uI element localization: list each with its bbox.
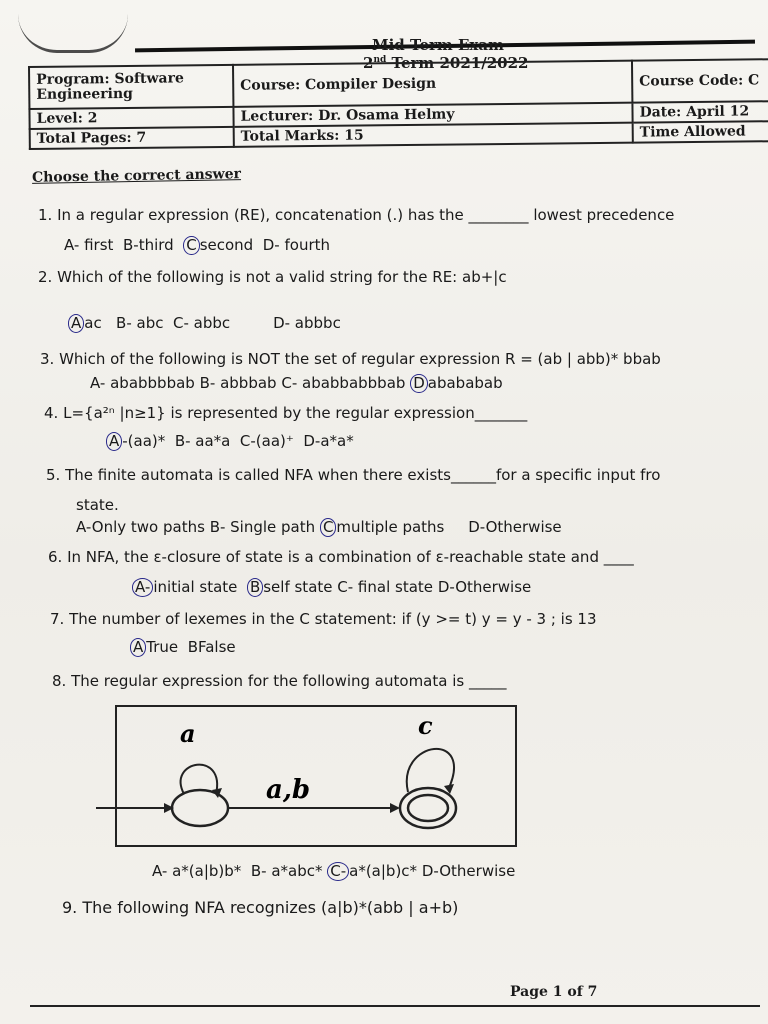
answer-circle: A xyxy=(130,638,146,657)
question-7-options: A True BFalse xyxy=(130,638,236,657)
exam-term: 2nd Term 2021/2022 xyxy=(363,54,529,72)
instructions: Choose the correct answer xyxy=(31,166,242,186)
date-cell: Date: April 12 xyxy=(632,101,768,123)
course-code-cell: Course Code: C xyxy=(632,59,768,103)
question-2: 2. Which of the following is not a valid string for the RE: ab+|c xyxy=(38,268,507,286)
question-5-options: A-Only two paths B- Single path C multiple paths D-Otherwise xyxy=(76,518,562,536)
question-8-options: A- a*(a|b)b* B- a*abc* C- a*(a|b)c* D-Otherwise xyxy=(152,862,516,880)
total-pages-cell: Total Pages: 7 xyxy=(30,127,234,149)
answer-circle: C xyxy=(320,518,336,537)
footer-rule xyxy=(30,1005,760,1007)
question-1: 1. In a regular expression (RE), concatenation (.) has the ________ lowest precedence xyxy=(38,206,675,224)
total-marks-cell: Total Marks: 15 xyxy=(234,123,633,147)
time-allowed-cell: Time Allowed xyxy=(633,121,768,143)
transition-label: a,b xyxy=(266,775,311,805)
question-4: 4. L={a²ⁿ |n≥1} is represented by the regular expression_______ xyxy=(44,404,528,422)
exam-title: Mid Term Exam xyxy=(372,36,504,54)
answer-circle: C xyxy=(183,236,199,255)
answer-circle: A- xyxy=(132,578,153,597)
question-4-options: A -(aa)* B- aa*a C-(aa)⁺ D-a*a* xyxy=(106,432,354,451)
answer-circle: D xyxy=(410,374,428,393)
program-cell: Program: Software Engineering xyxy=(29,65,233,109)
lecturer-cell: Lecturer: Dr. Osama Helmy xyxy=(233,103,632,127)
question-2-options: A ac B- abc C- abbc D- abbbc xyxy=(68,314,341,333)
state-q1-inner xyxy=(408,795,448,821)
question-8: 8. The regular expression for the following automata is _____ xyxy=(52,672,507,690)
diagram-frame xyxy=(116,706,516,846)
loop-q1-label: c xyxy=(418,711,433,740)
automata-diagram xyxy=(96,700,536,850)
answer-circle: C- xyxy=(327,862,349,881)
question-6: 6. In NFA, the ε-closure of state is a combination of ε-reachable state and ____ xyxy=(48,548,634,566)
question-1-options: A- first B-third C second D- fourth xyxy=(64,236,331,254)
answer-circle: B xyxy=(247,578,263,597)
loop-q0-label: a xyxy=(180,719,196,748)
question-9: 9. The following NFA recognizes (a|b)*(abb | a+b) xyxy=(62,898,459,917)
transition-arrowhead xyxy=(390,803,400,813)
question-5-continued: state. xyxy=(76,496,119,514)
question-3-options: A- ababbbbab B- abbbab C- ababbabbbab D abababab xyxy=(90,374,503,392)
answer-circle: A xyxy=(106,432,122,451)
question-5: 5. The finite automata is called NFA when there exists______for a specific input fro xyxy=(46,466,661,484)
exam-info-table xyxy=(28,58,768,150)
question-7: 7. The number of lexemes in the C statement: if (y >= t) y = y - 3 ; is 13 xyxy=(50,610,597,628)
level-cell: Level: 2 xyxy=(29,107,233,129)
answer-circle: A xyxy=(68,314,84,333)
course-cell: Course: Compiler Design xyxy=(233,61,632,107)
question-3: 3. Which of the following is NOT the set of regular expression R = (ab | abb)* bbab xyxy=(40,350,661,368)
page-number: Page 1 of 7 xyxy=(510,984,598,1000)
state-q0 xyxy=(172,790,228,826)
university-logo xyxy=(18,14,128,53)
question-6-options: A- initial state B self state C- final state D-Otherwise xyxy=(132,578,531,597)
